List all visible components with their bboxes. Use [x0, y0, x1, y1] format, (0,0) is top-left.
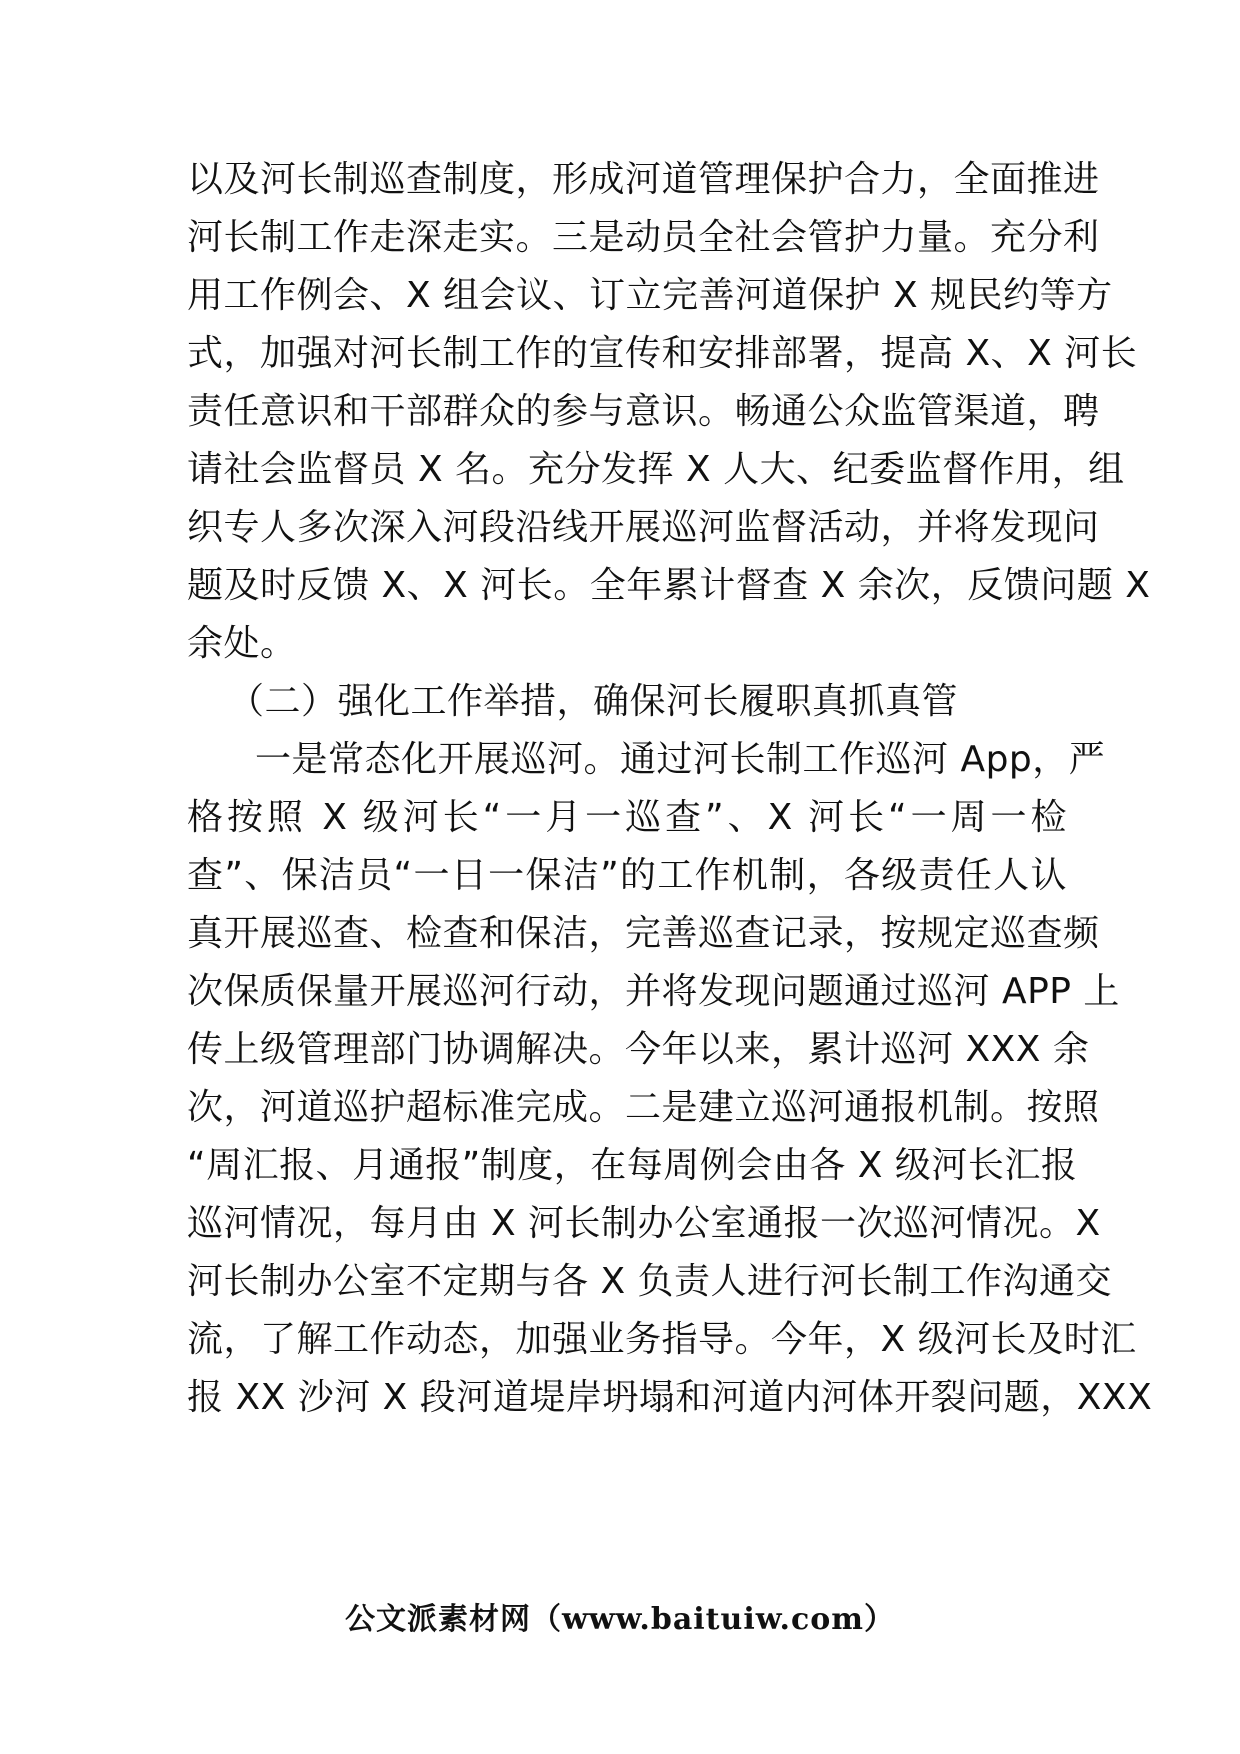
body-text-line: 查”、保洁员“一日一保洁”的工作机制，各级责任人认: [187, 855, 1067, 896]
body-text-line: 织专人多次深入河段沿线开展巡河监督活动，并将发现问: [187, 507, 1100, 548]
body-text-line: 巡河情况，每月由 X 河长制办公室通报一次巡河情况。X: [187, 1203, 1101, 1244]
body-text-line: 一是常态化开展巡河。通过河长制工作巡河 App，严: [255, 739, 1106, 780]
body-text-line: “周汇报、月通报”制度，在每周例会由各 X 级河长汇报: [187, 1145, 1078, 1186]
body-text-line: 次保质保量开展巡河行动，并将发现问题通过巡河 APP 上: [187, 971, 1120, 1012]
body-text-line: 用工作例会、X 组会议、订立完善河道保护 X 规民约等方: [187, 275, 1113, 316]
body-text-line: 格按照 X 级河长“一月一巡查”、X 河长“一周一检: [187, 797, 1067, 838]
body-text-line: 河长制工作走深走实。三是动员全社会管护力量。充分利: [187, 217, 1100, 258]
body-text-line: 责任意识和干部群众的参与意识。畅通公众监管渠道，聘: [187, 391, 1100, 432]
section-heading: （二）强化工作举措，确保河长履职真抓真管: [228, 681, 959, 722]
body-text-line: 以及河长制巡查制度，形成河道管理保护合力，全面推进: [187, 159, 1100, 200]
body-text-line: 河长制办公室不定期与各 X 负责人进行河长制工作沟通交: [187, 1261, 1113, 1302]
body-text-line: 请社会监督员 X 名。充分发挥 X 人大、纪委监督作用，组: [187, 449, 1125, 490]
body-text-line: 传上级管理部门协调解决。今年以来，累计巡河 XXX 余: [187, 1029, 1090, 1070]
body-text-line: 次，河道巡护超标准完成。二是建立巡河通报机制。按照: [187, 1087, 1100, 1128]
body-text-line: 报 XX 沙河 X 段河道堤岸坍塌和河道内河体开裂问题，XXX: [187, 1377, 1153, 1418]
body-text-line: 题及时反馈 X、X 河长。全年累计督查 X 余次，反馈问题 X: [187, 565, 1151, 606]
body-text-line: 余处。: [187, 623, 297, 664]
body-text-line: 式，加强对河长制工作的宣传和安排部署，提高 X、X 河长: [187, 333, 1138, 374]
footer-watermark: 公文派素材网（www.baituiw.com）: [344, 1602, 896, 1637]
body-text-line: 真开展巡查、检查和保洁，完善巡查记录，按规定巡查频: [187, 913, 1100, 954]
body-text-line: 流，了解工作动态，加强业务指导。今年，X 级河长及时汇: [187, 1319, 1137, 1360]
